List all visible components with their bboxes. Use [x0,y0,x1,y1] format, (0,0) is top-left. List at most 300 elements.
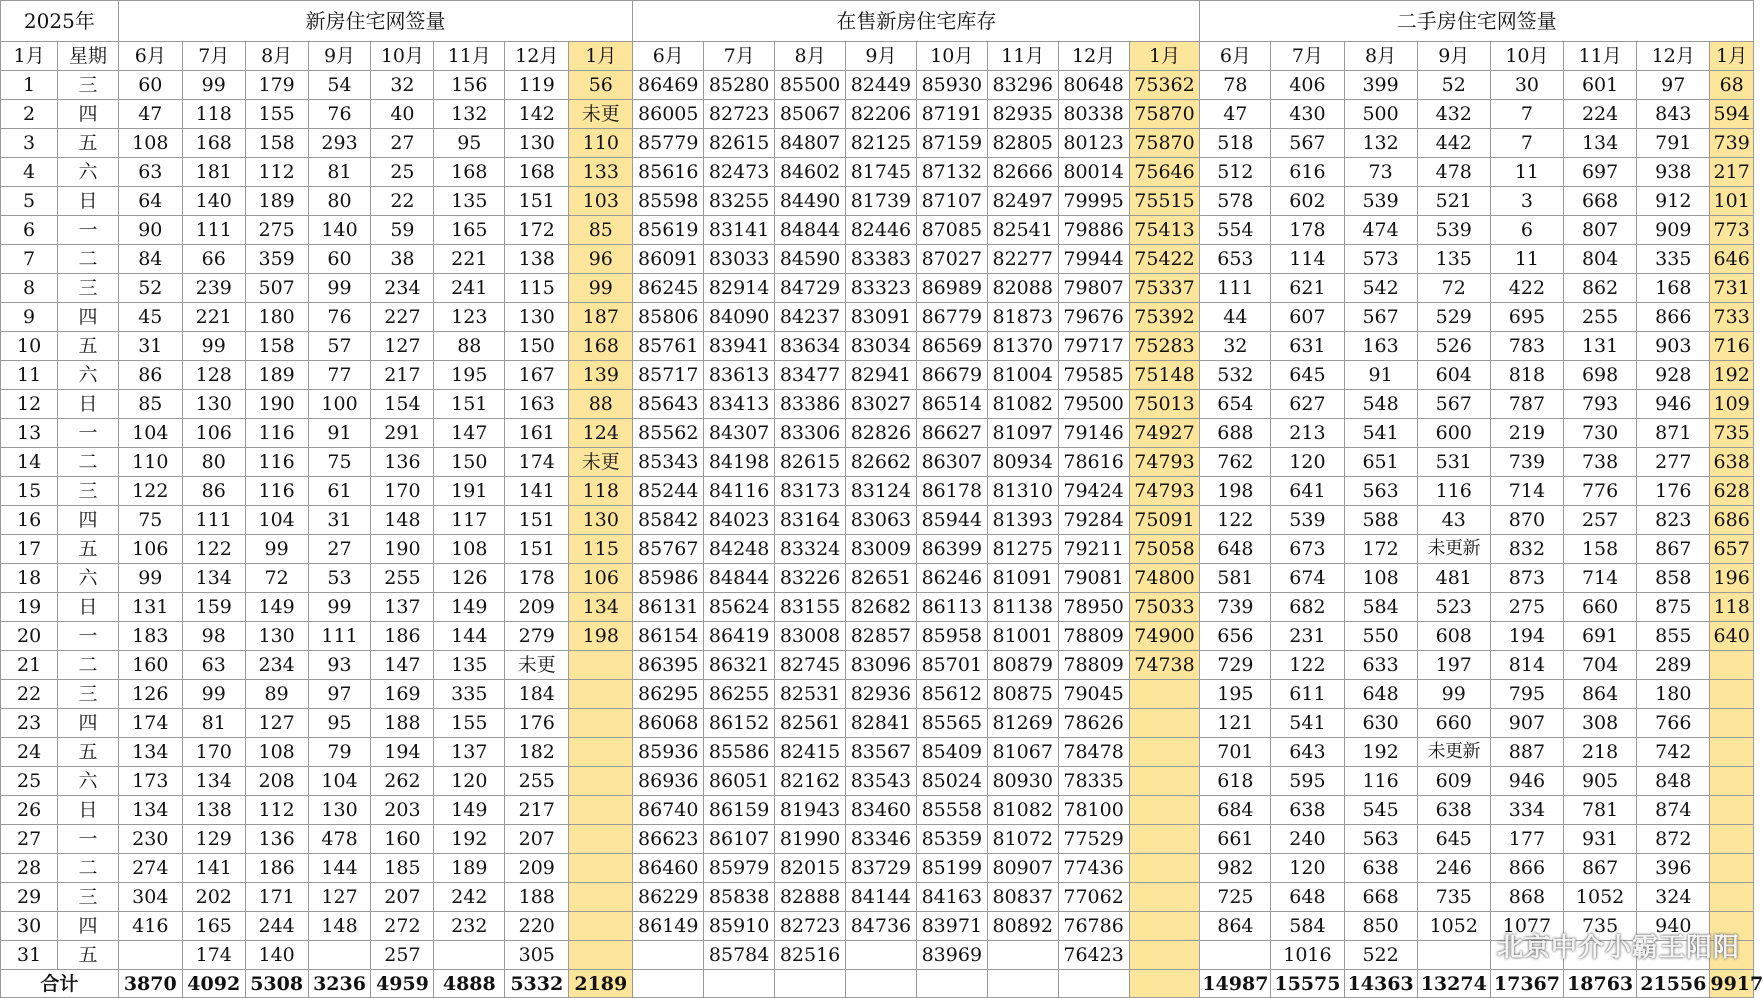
new-signed-cell: 未更 [569,100,633,129]
inventory-cell: 84023 [704,506,775,535]
new-signed-cell: 209 [505,854,569,883]
second-hand-cell: 573 [1344,245,1417,274]
inventory-cell: 83063 [845,506,916,535]
day-row [1,390,1754,419]
second-hand-cell: 909 [1637,216,1710,245]
second-hand-cell: 595 [1271,767,1344,796]
day-cell: 6 [1,216,58,245]
new-signed-cell: 110 [118,448,182,477]
second-hand-cell: 399 [1344,71,1417,100]
second-hand-cell: 866 [1637,303,1710,332]
new-signed-cell: 未更 [505,651,569,680]
new-signed-cell: 89 [245,680,308,709]
inventory-cell: 80338 [1058,100,1129,129]
new-signed-cell: 86 [118,361,182,390]
day-cell: 2 [1,100,58,129]
day-row [1,651,1754,680]
weekday-cell: 一 [58,622,119,651]
inventory-cell: 83613 [704,361,775,390]
second-hand-cell: 871 [1637,419,1710,448]
second-hand-cell [1200,941,1271,970]
new-signed-cell: 85 [569,216,633,245]
inventory-cell: 75515 [1129,187,1200,216]
day-row [1,216,1754,245]
second-hand-cell: 660 [1564,593,1637,622]
section-title-second-hand: 二手房住宅网签量 [1200,1,1754,42]
total-new-signed-cell: 4092 [182,970,245,998]
new-signed-cell: 108 [118,129,182,158]
new-signed-cell: 57 [308,332,371,361]
new-signed-cell: 234 [245,651,308,680]
second-hand-cell: 99 [1417,680,1490,709]
new-signed-cell: 141 [505,477,569,506]
day-row [1,941,1754,970]
second-hand-cell: 481 [1417,564,1490,593]
new-signed-cell: 151 [505,506,569,535]
new-signed-cell: 149 [434,796,505,825]
inventory-cell: 86460 [633,854,704,883]
inventory-cell: 82651 [845,564,916,593]
total-new-signed-cell: 5308 [245,970,308,998]
day-cell: 9 [1,303,58,332]
inventory-cell: 85199 [916,854,987,883]
second-hand-cell: 72 [1417,274,1490,303]
new-signed-cell: 174 [118,709,182,738]
second-hand-cell: 531 [1417,448,1490,477]
second-hand-cell: 739 [1200,593,1271,622]
total-inventory-cell [1129,970,1200,998]
new-signed-cell: 80 [182,448,245,477]
inventory-cell: 82125 [845,129,916,158]
new-signed-cell: 111 [308,622,371,651]
new-signed-cell: 217 [505,796,569,825]
new-signed-cell: 189 [245,187,308,216]
inventory-cell: 84807 [775,129,846,158]
second-hand-cell: 584 [1344,593,1417,622]
inventory-cell: 82936 [845,680,916,709]
inventory-cell: 81082 [987,390,1058,419]
new-signed-cell [569,912,633,941]
day-row [1,100,1754,129]
day-row [1,738,1754,767]
second-hand-cell: 654 [1200,390,1271,419]
inventory-cell: 82888 [775,883,846,912]
second-hand-cell: 843 [1637,100,1710,129]
inventory-cell: 82615 [775,448,846,477]
weekday-cell: 一 [58,825,119,854]
weekday-cell: 五 [58,535,119,564]
weekday-cell: 二 [58,651,119,680]
inventory-cell: 83009 [845,535,916,564]
inventory-cell: 80907 [987,854,1058,883]
new-signed-cell: 149 [245,593,308,622]
new-signed-cell [308,941,371,970]
second-hand-cell: 111 [1200,274,1271,303]
month-header-new-signed: 8月 [245,42,308,71]
second-hand-cell: 192 [1344,738,1417,767]
second-hand-cell: 567 [1271,129,1344,158]
inventory-cell: 86152 [704,709,775,738]
inventory-cell: 85944 [916,506,987,535]
second-hand-cell: 177 [1490,825,1563,854]
new-signed-cell: 130 [505,129,569,158]
inventory-cell: 79807 [1058,274,1129,303]
inventory-cell: 86569 [916,332,987,361]
inventory-cell [1129,941,1200,970]
new-signed-cell: 25 [371,158,434,187]
second-hand-cell: 862 [1564,274,1637,303]
inventory-cell: 84844 [775,216,846,245]
second-hand-cell: 931 [1564,825,1637,854]
inventory-cell: 86321 [704,651,775,680]
second-hand-cell: 864 [1200,912,1271,941]
day-row [1,158,1754,187]
new-signed-cell: 220 [505,912,569,941]
second-hand-cell: 940 [1637,912,1710,941]
inventory-cell: 82206 [845,100,916,129]
new-signed-cell: 142 [505,100,569,129]
inventory-cell: 86936 [633,767,704,796]
new-signed-cell: 507 [245,274,308,303]
inventory-cell: 83008 [775,622,846,651]
inventory-cell: 86229 [633,883,704,912]
weekday-cell: 四 [58,709,119,738]
new-signed-cell: 108 [434,535,505,564]
second-hand-cell: 855 [1637,622,1710,651]
new-signed-cell: 134 [118,796,182,825]
second-hand-cell: 730 [1564,419,1637,448]
month-header-inventory: 11月 [987,42,1058,71]
weekday-cell: 三 [58,883,119,912]
new-signed-cell: 178 [505,564,569,593]
inventory-cell: 75362 [1129,71,1200,100]
inventory-cell: 78809 [1058,651,1129,680]
new-signed-cell: 198 [569,622,633,651]
new-signed-cell: 134 [118,738,182,767]
inventory-cell: 87107 [916,187,987,216]
inventory-cell: 82723 [775,912,846,941]
second-hand-cell: 116 [1417,477,1490,506]
second-hand-cell: 529 [1417,303,1490,332]
new-signed-cell: 59 [371,216,434,245]
new-signed-cell: 127 [245,709,308,738]
day-row [1,796,1754,825]
new-signed-cell: 93 [308,651,371,680]
day-row [1,71,1754,100]
inventory-cell: 82516 [775,941,846,970]
new-signed-cell: 165 [434,216,505,245]
new-signed-cell: 76 [308,303,371,332]
inventory-cell: 79081 [1058,564,1129,593]
second-hand-cell: 522 [1344,941,1417,970]
new-signed-cell: 304 [118,883,182,912]
new-signed-cell: 195 [434,361,505,390]
new-signed-cell: 227 [371,303,434,332]
day-column-header: 1月 [1,42,58,71]
inventory-cell: 80879 [987,651,1058,680]
day-row [1,854,1754,883]
new-signed-cell: 169 [371,680,434,709]
new-signed-cell: 99 [182,71,245,100]
inventory-cell: 85930 [916,71,987,100]
inventory-cell: 80123 [1058,129,1129,158]
day-cell: 28 [1,854,58,883]
month-header-inventory: 6月 [633,42,704,71]
inventory-cell: 83969 [916,941,987,970]
second-hand-cell: 178 [1271,216,1344,245]
new-signed-cell: 98 [182,622,245,651]
new-signed-cell: 207 [371,883,434,912]
second-hand-cell: 739 [1710,129,1754,158]
new-signed-cell: 147 [371,651,434,680]
second-hand-cell: 541 [1344,419,1417,448]
new-signed-cell: 141 [182,854,245,883]
weekday-cell: 三 [58,71,119,100]
inventory-cell: 87085 [916,216,987,245]
inventory-cell: 80648 [1058,71,1129,100]
second-hand-cell: 563 [1344,825,1417,854]
new-signed-cell: 189 [245,361,308,390]
total-second-hand-cell: 14987 [1200,970,1271,998]
second-hand-cell: 1052 [1417,912,1490,941]
inventory-cell: 85624 [704,593,775,622]
second-hand-cell: 870 [1490,506,1563,535]
inventory-cell: 79500 [1058,390,1129,419]
second-hand-cell: 874 [1637,796,1710,825]
second-hand-cell: 478 [1417,158,1490,187]
new-signed-cell: 99 [182,332,245,361]
second-hand-cell: 804 [1564,245,1637,274]
new-signed-cell: 64 [118,187,182,216]
second-hand-cell: 928 [1637,361,1710,390]
inventory-cell: 85616 [633,158,704,187]
second-hand-cell: 194 [1490,622,1563,651]
second-hand-cell: 231 [1271,622,1344,651]
new-signed-cell: 182 [505,738,569,767]
new-signed-cell: 155 [245,100,308,129]
inventory-cell [1129,796,1200,825]
inventory-cell: 81097 [987,419,1058,448]
second-hand-cell: 735 [1564,912,1637,941]
second-hand-cell: 289 [1637,651,1710,680]
second-hand-cell: 648 [1271,883,1344,912]
second-hand-cell: 500 [1344,100,1417,129]
inventory-cell: 82277 [987,245,1058,274]
second-hand-cell: 645 [1417,825,1490,854]
new-signed-cell: 279 [505,622,569,651]
inventory-cell: 83296 [987,71,1058,100]
new-signed-cell: 167 [505,361,569,390]
second-hand-cell: 946 [1637,390,1710,419]
second-hand-cell: 616 [1271,158,1344,187]
new-signed-cell: 106 [182,419,245,448]
inventory-cell: 86623 [633,825,704,854]
second-hand-cell: 567 [1344,303,1417,332]
inventory-cell: 84248 [704,535,775,564]
inventory-cell: 80930 [987,767,1058,796]
second-hand-cell: 602 [1271,187,1344,216]
inventory-cell: 83477 [775,361,846,390]
second-hand-cell: 563 [1344,477,1417,506]
new-signed-cell: 190 [371,535,434,564]
new-signed-cell: 202 [182,883,245,912]
new-signed-cell: 75 [118,506,182,535]
month-header-inventory: 10月 [916,42,987,71]
inventory-cell: 83124 [845,477,916,506]
new-signed-cell: 117 [434,506,505,535]
new-signed-cell: 103 [569,187,633,216]
inventory-cell: 83460 [845,796,916,825]
new-signed-cell: 168 [434,158,505,187]
month-header-second-hand: 11月 [1564,42,1637,71]
inventory-cell: 83033 [704,245,775,274]
new-signed-cell: 116 [245,477,308,506]
inventory-cell: 85612 [916,680,987,709]
new-signed-cell: 159 [182,593,245,622]
inventory-cell: 85936 [633,738,704,767]
second-hand-cell: 521 [1417,187,1490,216]
second-hand-cell: 108 [1344,564,1417,593]
second-hand-cell: 217 [1710,158,1754,187]
weekday-cell: 六 [58,564,119,593]
new-signed-cell: 148 [308,912,371,941]
inventory-cell: 75646 [1129,158,1200,187]
inventory-cell: 78100 [1058,796,1129,825]
month-header-second-hand: 10月 [1490,42,1563,71]
new-signed-cell: 99 [118,564,182,593]
new-signed-cell: 111 [182,506,245,535]
inventory-cell: 86005 [633,100,704,129]
day-cell: 21 [1,651,58,680]
inventory-cell: 83226 [775,564,846,593]
new-signed-cell: 139 [569,361,633,390]
inventory-cell: 82497 [987,187,1058,216]
day-cell: 18 [1,564,58,593]
new-signed-cell [569,709,633,738]
weekday-cell: 六 [58,361,119,390]
new-signed-cell: 170 [371,477,434,506]
inventory-cell: 85643 [633,390,704,419]
new-signed-cell: 176 [505,709,569,738]
second-hand-cell: 704 [1564,651,1637,680]
new-signed-cell: 359 [245,245,308,274]
new-signed-cell: 208 [245,767,308,796]
second-hand-cell: 224 [1564,100,1637,129]
day-cell: 14 [1,448,58,477]
day-cell: 24 [1,738,58,767]
second-hand-cell: 887 [1490,738,1563,767]
second-hand-cell: 578 [1200,187,1271,216]
inventory-cell [1129,767,1200,796]
new-signed-cell: 122 [118,477,182,506]
new-signed-cell: 170 [182,738,245,767]
total-inventory-cell [775,970,846,998]
new-signed-cell: 91 [308,419,371,448]
new-signed-cell: 155 [434,709,505,738]
weekday-cell: 六 [58,767,119,796]
inventory-cell: 87159 [916,129,987,158]
second-hand-cell: 518 [1200,129,1271,158]
second-hand-cell: 653 [1200,245,1271,274]
new-signed-cell: 88 [434,332,505,361]
inventory-cell: 85562 [633,419,704,448]
inventory-cell: 82415 [775,738,846,767]
inventory-cell: 78950 [1058,593,1129,622]
inventory-cell: 81091 [987,564,1058,593]
inventory-cell: 74800 [1129,564,1200,593]
second-hand-cell: 697 [1564,158,1637,187]
second-hand-cell: 442 [1417,129,1490,158]
inventory-cell: 83164 [775,506,846,535]
inventory-cell: 75148 [1129,361,1200,390]
total-second-hand-cell: 14363 [1344,970,1417,998]
new-signed-cell: 129 [182,825,245,854]
new-signed-cell: 99 [308,593,371,622]
total-inventory-cell [987,970,1058,998]
new-signed-cell: 130 [245,622,308,651]
inventory-cell [1129,680,1200,709]
inventory-cell: 86307 [916,448,987,477]
inventory-cell: 85244 [633,477,704,506]
second-hand-cell: 873 [1490,564,1563,593]
second-hand-cell: 657 [1710,535,1754,564]
second-hand-cell: 101 [1710,187,1754,216]
inventory-cell: 83543 [845,767,916,796]
day-row [1,767,1754,796]
second-hand-cell: 324 [1637,883,1710,912]
day-row [1,680,1754,709]
new-signed-cell: 232 [434,912,505,941]
new-signed-cell: 255 [371,564,434,593]
second-hand-cell: 11 [1490,245,1563,274]
new-signed-cell: 119 [505,71,569,100]
new-signed-cell: 45 [118,303,182,332]
new-signed-cell: 111 [182,216,245,245]
day-row [1,912,1754,941]
inventory-cell: 84198 [704,448,775,477]
inventory-cell: 86395 [633,651,704,680]
new-signed-cell: 189 [434,854,505,883]
new-signed-cell: 168 [505,158,569,187]
inventory-cell: 81072 [987,825,1058,854]
second-hand-cell: 651 [1344,448,1417,477]
inventory-cell [1129,854,1200,883]
inventory-cell: 78809 [1058,622,1129,651]
second-hand-cell: 91 [1344,361,1417,390]
weekday-cell: 二 [58,854,119,883]
day-row [1,448,1754,477]
day-cell: 7 [1,245,58,274]
new-signed-cell: 81 [182,709,245,738]
inventory-cell: 84736 [845,912,916,941]
weekday-cell: 四 [58,303,119,332]
inventory-cell: 82857 [845,622,916,651]
inventory-cell: 85910 [704,912,775,941]
second-hand-cell: 946 [1490,767,1563,796]
day-cell: 26 [1,796,58,825]
new-signed-cell: 80 [308,187,371,216]
new-signed-cell: 147 [434,419,505,448]
new-signed-cell: 181 [182,158,245,187]
inventory-cell: 86178 [916,477,987,506]
second-hand-cell: 548 [1344,390,1417,419]
new-signed-cell: 未更 [569,448,633,477]
day-cell: 23 [1,709,58,738]
second-hand-cell: 627 [1271,390,1344,419]
new-signed-cell [434,941,505,970]
day-row [1,419,1754,448]
second-hand-cell: 875 [1637,593,1710,622]
